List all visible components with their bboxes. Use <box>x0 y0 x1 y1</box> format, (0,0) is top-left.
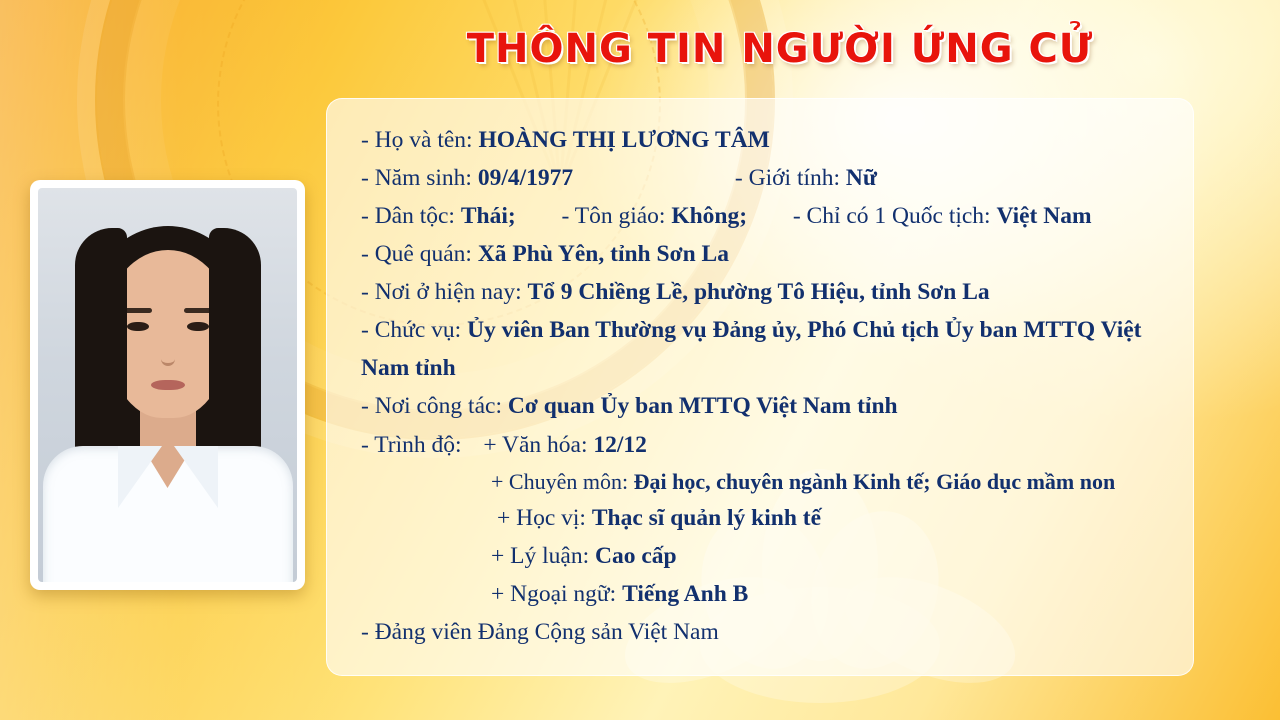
ethnic-label: - Dân tộc: <box>361 203 455 230</box>
info-row-language <box>361 575 1163 613</box>
portrait-brow-right <box>184 308 212 313</box>
theory-value: Cao cấp <box>594 543 677 570</box>
specialty-label: + Chuyên môn: <box>491 468 629 494</box>
birth-label: - Năm sinh: <box>361 165 472 192</box>
hometown-label: - Quê quán: <box>361 241 472 268</box>
education-label: - Trình độ: <box>361 431 462 458</box>
info-row-party: - Đảng viên Đảng Cộng sản Việt Nam <box>361 619 719 646</box>
candidate-photo-frame <box>30 180 305 590</box>
nationality-label: - Chỉ có 1 Quốc tịch: <box>792 203 991 230</box>
position-label: - Chức vụ: <box>361 317 462 344</box>
candidate-portrait <box>38 188 297 582</box>
info-row-hometown <box>361 235 1163 273</box>
info-row-birth-gender <box>361 159 1163 197</box>
info-card <box>326 98 1194 676</box>
hometown-value: Xã Phù Yên, tỉnh Sơn La <box>477 241 729 268</box>
info-row-workplace <box>361 387 1163 425</box>
gender-value: Nữ <box>845 165 877 192</box>
degree-value: Thạc sĩ quản lý kinh tế <box>591 505 822 532</box>
info-row-education <box>361 426 1163 464</box>
general-edu-label: + Văn hóa: <box>483 431 588 458</box>
info-row-residence <box>361 273 1163 311</box>
info-row-ethnic-religion-nationality <box>361 197 1163 235</box>
nationality-value: Việt Nam <box>996 203 1092 230</box>
portrait-collar-right <box>174 446 218 508</box>
ethnic-value: Thái; <box>460 203 516 230</box>
specialty-value: Đại học, chuyên ngành Kinh tế; Giáo dục mầm non <box>633 468 1116 494</box>
general-edu-value: 12/12 <box>593 431 647 458</box>
info-row-position <box>361 311 1163 387</box>
workplace-value: Cơ quan Ủy ban MTTQ Việt Nam tỉnh <box>507 393 898 420</box>
portrait-collar-left <box>118 446 162 508</box>
info-lines <box>361 121 1163 651</box>
language-label: + Ngoại ngữ: <box>491 581 617 608</box>
name-label: - Họ và tên: <box>361 127 473 153</box>
religion-value: Không; <box>671 203 748 230</box>
language-value: Tiếng Anh B <box>622 581 749 608</box>
name-value: HOÀNG THỊ LƯƠNG TÂM <box>478 127 770 153</box>
info-row-specialty <box>361 464 1163 500</box>
degree-label: + Học vị: <box>497 505 586 532</box>
portrait-eye-left <box>127 322 149 331</box>
theory-label: + Lý luận: <box>491 543 590 570</box>
gender-label: - Giới tính: <box>734 165 841 192</box>
portrait-brow-left <box>124 308 152 313</box>
religion-label: - Tôn giáo: <box>561 203 666 230</box>
portrait-mouth <box>151 380 185 390</box>
workplace-label: - Nơi công tác: <box>361 393 502 420</box>
portrait-nose <box>161 346 175 366</box>
portrait-eye-right <box>187 322 209 331</box>
info-row-theory <box>361 537 1163 575</box>
position-value: Ủy viên Ban Thường vụ Đảng ủy, Phó Chủ tịch Ủy ban MTTQ Việt Nam tỉnh <box>361 317 1142 382</box>
page-title: THÔNG TIN NGƯỜI ỨNG CỬ <box>466 26 1094 72</box>
residence-value: Tổ 9 Chiềng Lề, phường Tô Hiệu, tỉnh Sơn La <box>527 279 990 306</box>
info-row-degree <box>361 499 1163 537</box>
residence-label: - Nơi ở hiện nay: <box>361 279 522 306</box>
birth-value: 09/4/1977 <box>477 165 574 192</box>
info-row-name <box>361 121 1163 159</box>
